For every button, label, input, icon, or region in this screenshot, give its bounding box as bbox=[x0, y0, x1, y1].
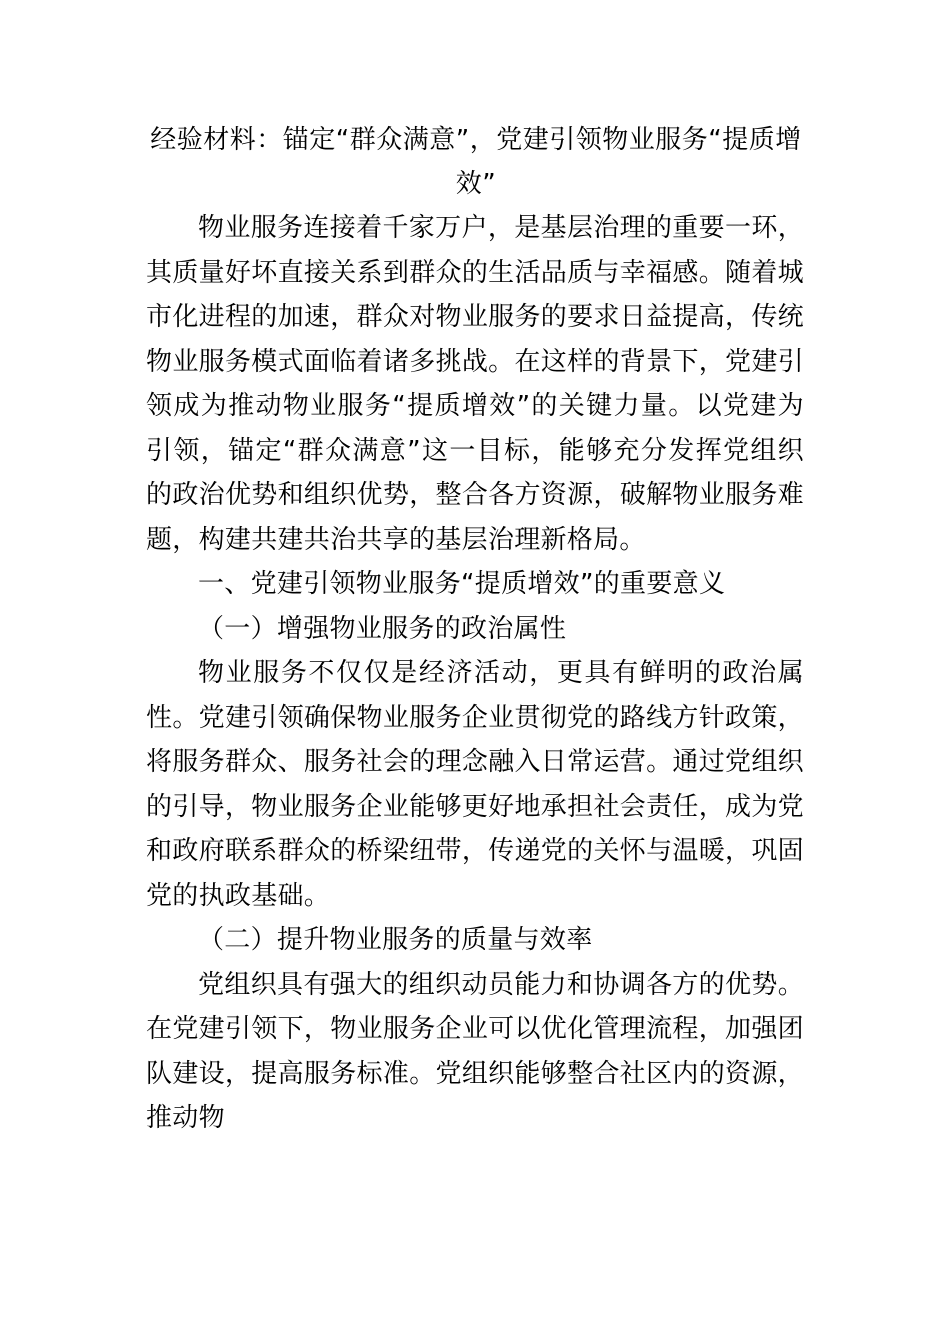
subsection-paragraph-2: 党组织具有强大的组织动员能力和协调各方的优势。在党建引领下，物业服务企业可以优化管理流程，加强团队建设，提高服务标准。党组织能够整合社区内的资源，推动物 bbox=[146, 969, 804, 1133]
document-title: 经验材料：锚定“群众满意”，党建引领物业服务“提质增效” bbox=[150, 125, 802, 199]
subsection-heading-2: （二）提升物业服务的质量与效率 bbox=[198, 925, 593, 955]
intro-paragraph: 物业服务连接着千家万户，是基层治理的重要一环，其质量好坏直接关系到群众的生活品质与幸福感。随着城市化进程的加速，群众对物业服务的要求日益提高，传统物业服务模式面临着诸多挑战。在这样的背景下，党建引领成为推动物业服务“提质增效”的关键力量。以党建为引领，锚定“群众满意”这一目标，能够充分发挥党组织的政治优势和组织优势，整合各方资源，破解物业服务难题，构建共建共治共享的基层治理新格局。 bbox=[146, 213, 804, 555]
subsection-heading-1: （一）增强物业服务的政治属性 bbox=[198, 613, 567, 644]
section-heading-1: 一、党建引领物业服务“提质增效”的重要意义 bbox=[198, 569, 726, 599]
subsection-paragraph-1: 物业服务不仅仅是经济活动，更具有鲜明的政治属性。党建引领确保物业服务企业贯彻党的路线方针政策，将服务群众、服务社会的理念融入日常运营。通过党组织的引导，物业服务企业能够更好地承担社会责任，成为党和政府联系群众的桥梁纽带，传递党的关怀与温暖，巩固党的执政基础。 bbox=[146, 658, 804, 911]
document-body bbox=[146, 206, 804, 1141]
